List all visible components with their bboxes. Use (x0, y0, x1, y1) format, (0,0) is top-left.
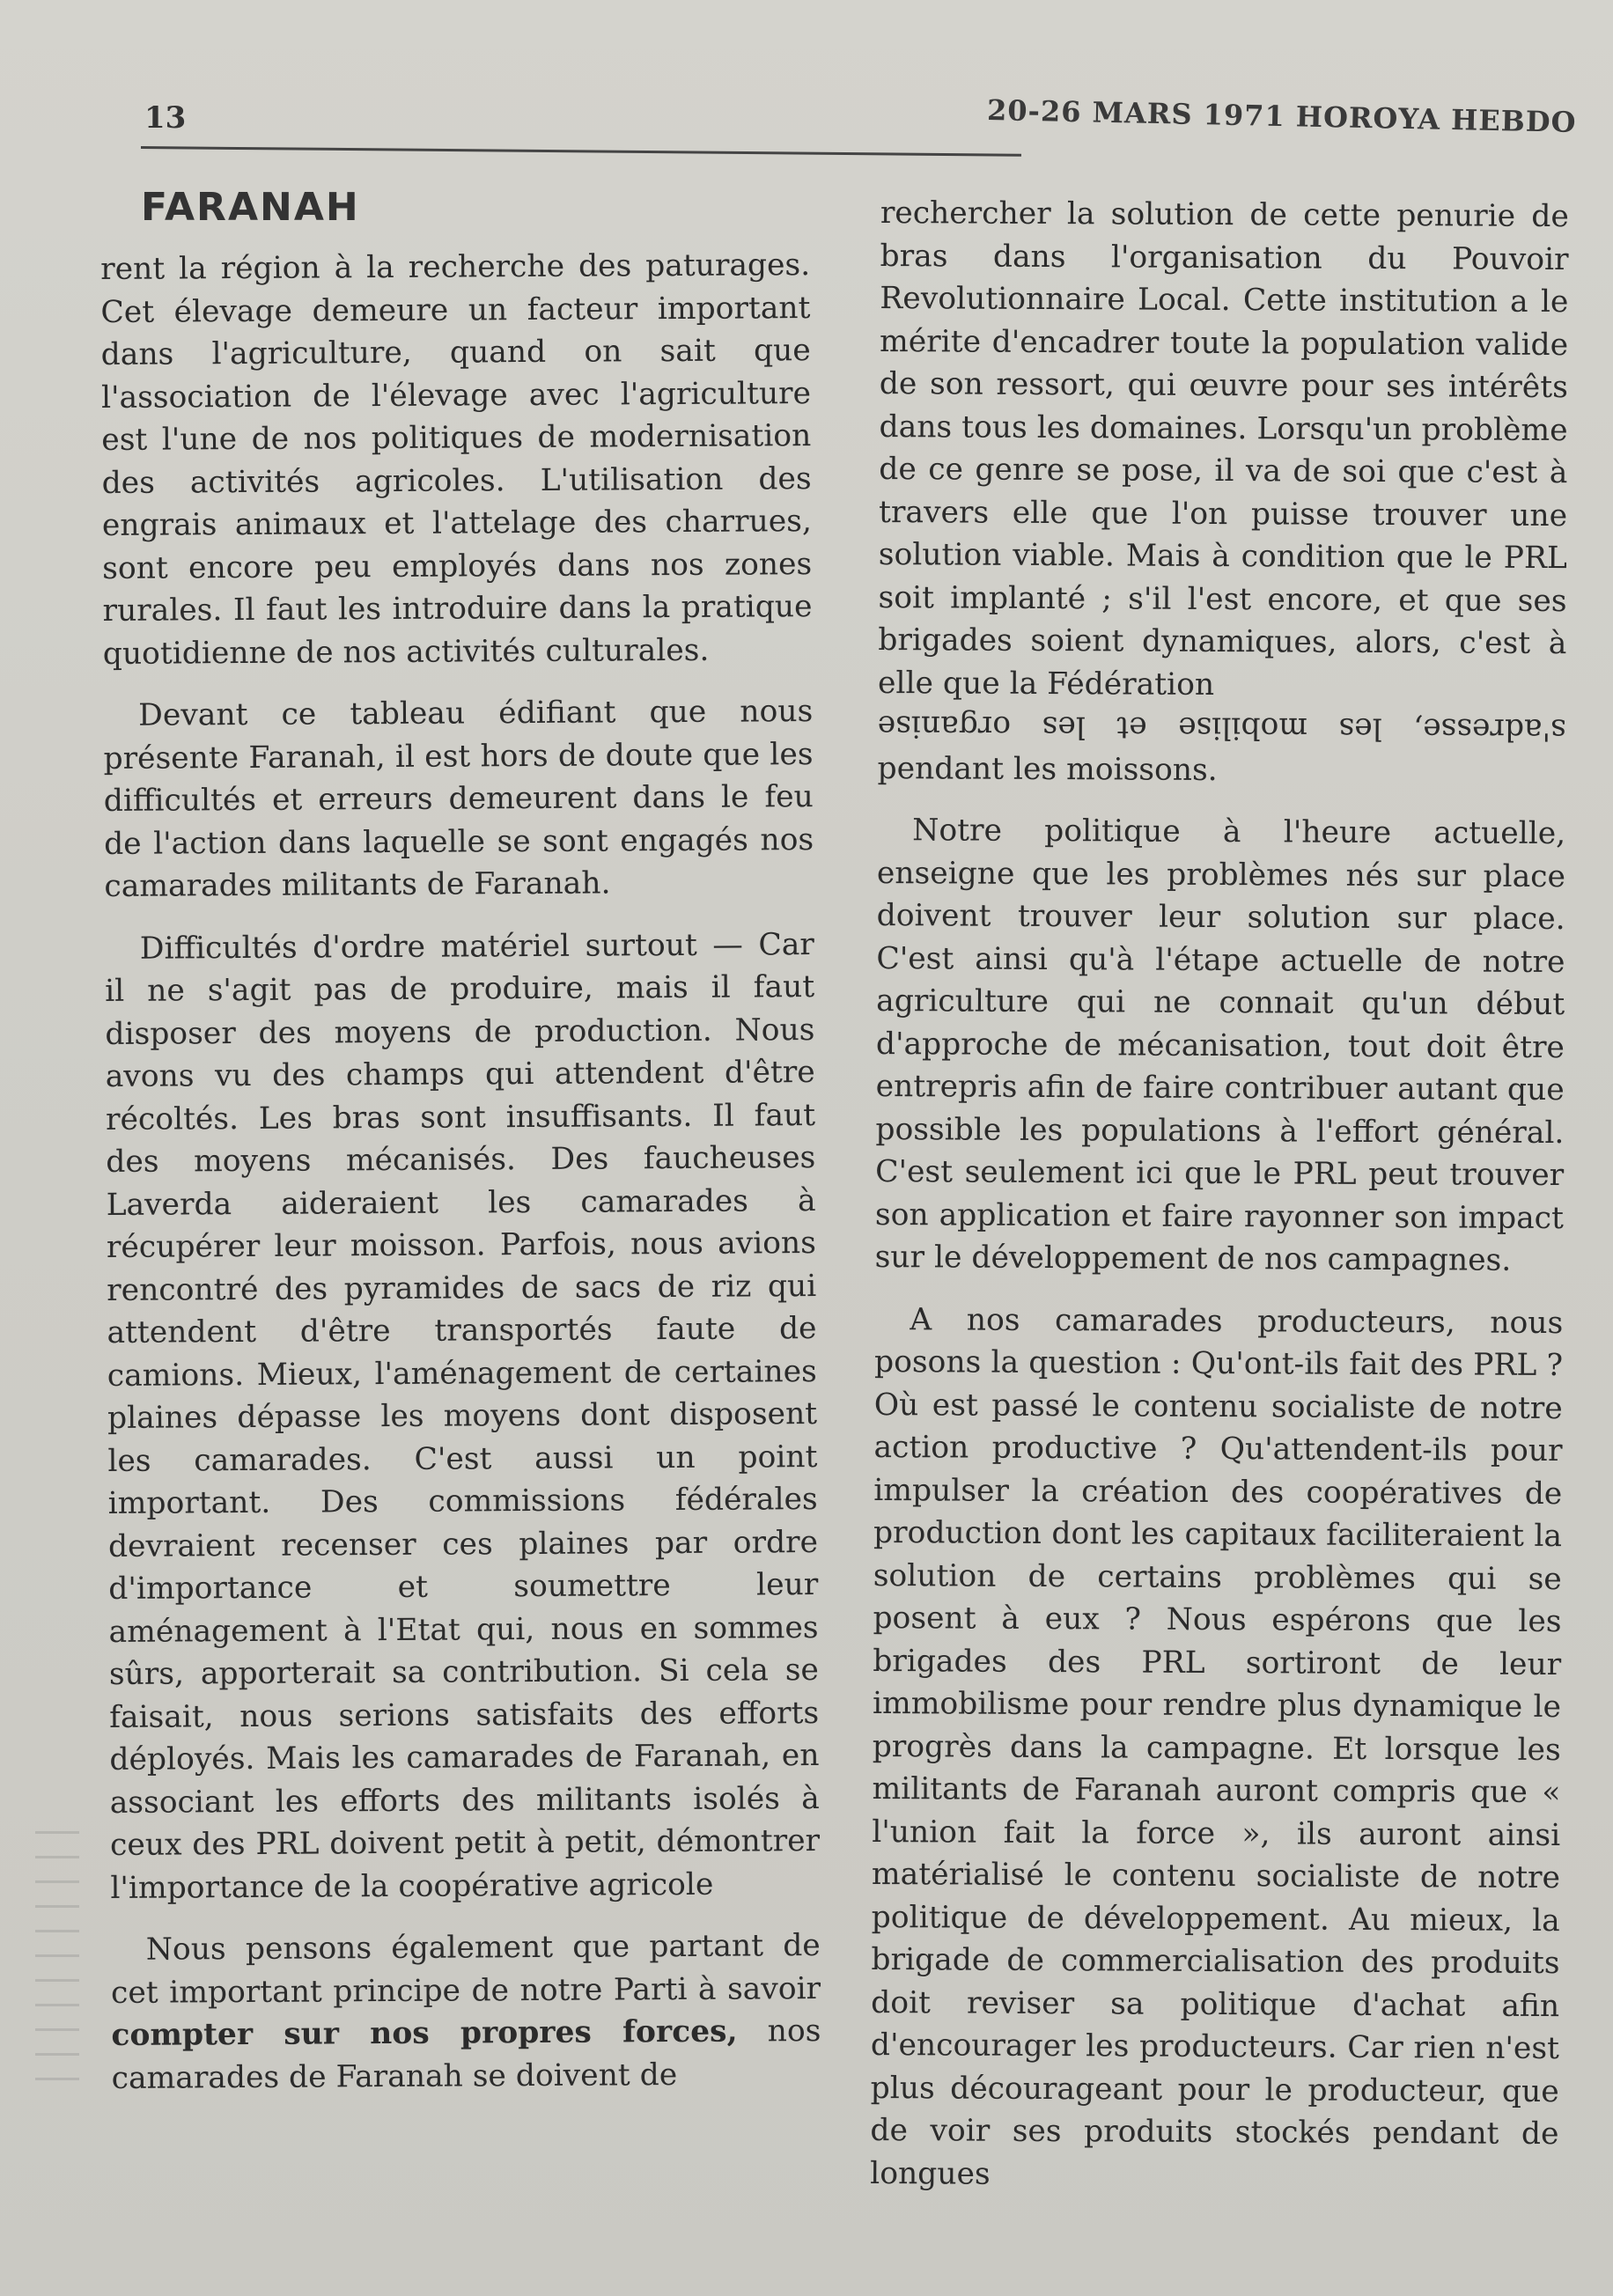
paragraph-text: nos camarades de Faranah se doivent de (111, 2013, 821, 2096)
paragraph: rent la région à la recherche des paturages. Cet élevage demeure un facteur important dans l'agriculture, quand on sait que l'association de l'élevage avec l'agriculture est l'une de nos politiques de modernisation des activités agricoles. L'utilisation des engrais animaux et l'attelage des charrues, sont encore peu employés dans nos zones rurales. Il faut les introduire dans la pratique quotidienne de nos activités culturales. (100, 247, 813, 672)
inverted-print-line: s'adresse, les mobilise et les organise (877, 708, 1566, 747)
issue-date-and-publication: 20-26 MARS 1971 HOROYA HEBDO (986, 92, 1577, 139)
paragraph: Devant ce tableau édifiant que nous présente Faranah, il est hors de doute que les difficultés et erreurs demeurent dans le feu de l'action dans laquelle se sont engagés nos camarades militants de Faranah. (103, 694, 814, 904)
paragraph-text: rechercher la solution de cette penurie de bras dans l'organisation du Pouvoir Revolutionnaire Local. Cette institution a le mérite d'encadrer toute la population valide de son ressort, qui œuvre pour ses intérêts dans tous les domaines. Lorsqu'un problème de ce genre se pose, il va de soi que c'est à travers elle que l'on puisse trouver une solution viable. Mais à condition que le PRL soit implanté ; s'il l'est encore, et que ses brigades soient dynamiques, alors, c'est à elle que la Fédération (877, 195, 1569, 703)
paragraph: Difficultés d'ordre matériel surtout — Car il ne s'agit pas de produire, mais il faut disposer des moyens de production. Nous avons vu des champs qui attendent d'être récoltés. Les bras sont insuffisants. Il faut des moyens mécanisés. Des faucheuses Laverda aideraient les camarades à récupérer leur moisson. Parfois, nous avions rencontré des pyramides de sacs de riz qui attendent d'être transportés faute de camions. Mieux, l'aménagement de certaines plaines dépasse les moyens dont disposent les camarades. C'est aussi un point important. Des commissions fédérales devraient recenser ces plaines par ordre d'importance et soumettre leur aménagement à l'Etat qui, nous en sommes sûrs, apporterait sa contribution. Si cela se faisait, nous serions satisfaits des efforts déployés. Mais les camarades de Faranah, en associant les efforts des militants isolés à ceux des PRL doivent petit à petit, démontrer l'importance de la coopérative agricole (105, 926, 821, 1906)
page-number: 13 (144, 100, 187, 136)
article-column-right (870, 192, 1569, 2192)
page-margin-marks (35, 1831, 79, 2095)
paragraph-text: pendant les moissons. (877, 750, 1218, 788)
article-title: FARANAH (141, 185, 360, 230)
paragraph (111, 1924, 821, 2100)
header-rule (141, 146, 1021, 157)
bold-slogan: compter sur nos propres forces, (111, 2013, 738, 2053)
paragraph (877, 192, 1569, 793)
paragraph: Notre politique à l'heure actuelle, enseigne que les problèmes nés sur place doivent trouver leur solution sur place. C'est ainsi qu'à l'étape actuelle de notre agriculture qui ne connait qu'un début d'approche de mécanisation, tout doit être entrepris afin de faire contribuer autant que possible les populations à l'effort général. C'est seulement ici que le PRL peut trouver son application et faire rayonner son impact sur le développement de nos campagnes. (874, 813, 1566, 1278)
paragraph-text: Nous pensons également que partant de cet important principe de notre Parti à savoir (110, 1928, 821, 2011)
article-column-left (100, 244, 821, 2159)
page-header (141, 92, 1577, 150)
paragraph: A nos camarades producteurs, nous posons la question : Qu'ont-ils fait des PRL ? Où est passé le contenu socialiste de notre action productive ? Qu'attendent-ils pour impulser la création des coopératives de production dont les capitaux faciliteraient la solution de certains problèmes qui se posent à eux ? Nous espérons que les brigades des PRL sortiront de leur immobilisme pour rendre plus dynamique le progrès dans la campagne. Et lorsque les militants de Faranah auront compris que « l'union fait la force », ils auront ainsi matérialisé le contenu socialiste de notre politique de développement. Au mieux, la brigade de commercialisation des produits doit reviser sa politique d'achat afin d'encourager les producteurs. Car rien n'est plus décourageant pour le producteur, que de voir ses produits stockés pendant de longues (870, 1301, 1564, 2192)
